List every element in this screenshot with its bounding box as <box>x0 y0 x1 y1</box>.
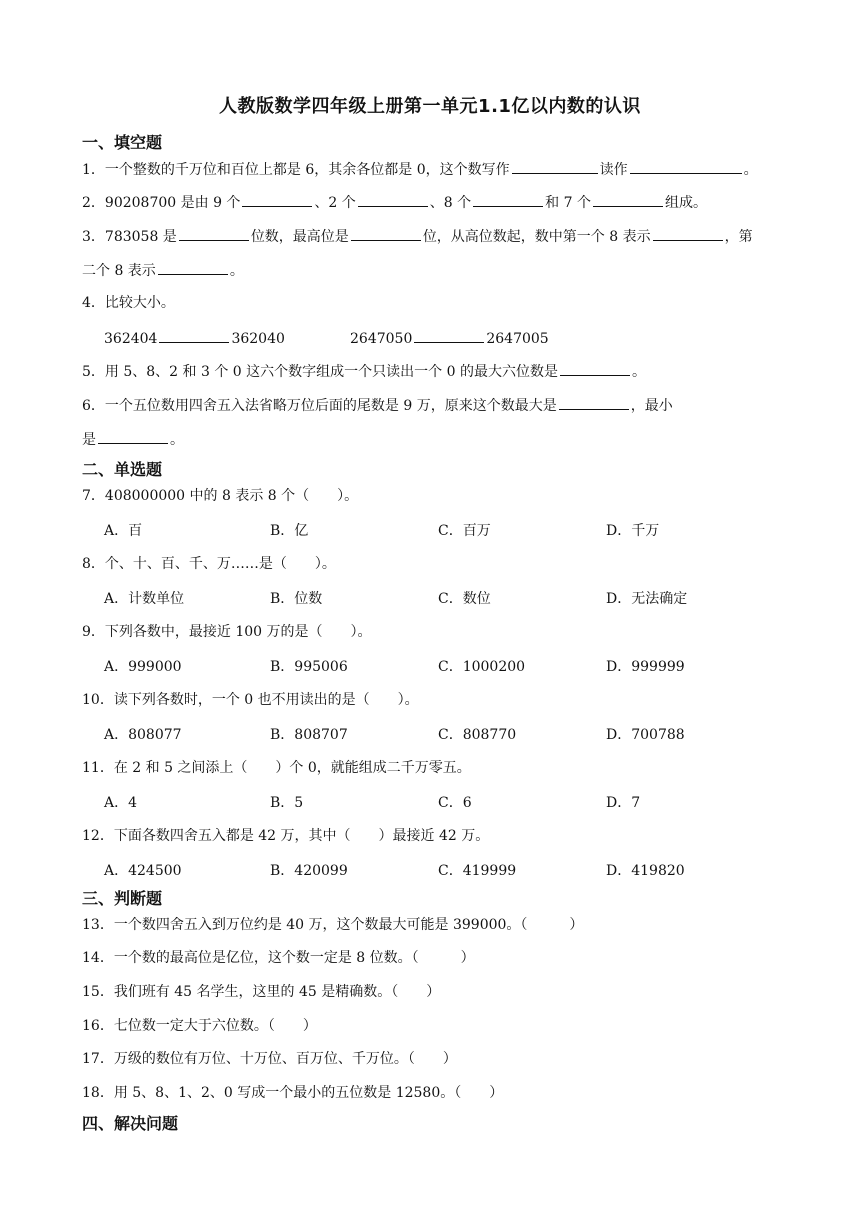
mc-option[interactable]: D．999999 <box>606 659 685 675</box>
question-5-text: 5．用 5、8、2 和 3 个 0 这六个数字组成一个只读出一个 0 的最大六位数是 <box>82 364 558 380</box>
question-2-text: 2．90208700 是由 9 个 <box>82 195 241 211</box>
answer-blank[interactable] <box>560 361 630 376</box>
mc-option[interactable]: A．4 <box>104 795 138 811</box>
tf-question: 14．一个数的最高位是亿位，这个数一定是 8 位数。（ ） <box>82 950 475 966</box>
mc-option[interactable]: C．808770 <box>438 727 517 743</box>
question-3-text-3: 位，从高位数起，数中第一个 8 表示 <box>422 229 651 245</box>
tf-question: 16．七位数一定大于六位数。（ ） <box>82 1018 317 1034</box>
answer-blank[interactable] <box>242 192 312 207</box>
mc-question: 11．在 2 和 5 之间添上（ ）个 0，就能组成二千万零五。 <box>82 760 471 776</box>
mc-question: 10．读下列各数时，一个 0 也不用读出的是（ ）。 <box>82 692 419 708</box>
compare-left-1: 362404 <box>104 331 158 347</box>
mc-option[interactable]: A．百 <box>104 523 143 539</box>
question-2 <box>82 192 707 213</box>
question-2-text-3: 、8 个 <box>429 195 472 211</box>
answer-blank[interactable] <box>414 328 484 343</box>
compare-right-2: 2647005 <box>486 331 549 347</box>
question-3-text-2: 位数，最高位是 <box>250 229 349 245</box>
mc-option[interactable]: D．700788 <box>606 727 685 743</box>
compare-pair-1 <box>104 328 285 347</box>
page-title: 人教版数学四年级上册第一单元1.1亿以内数的认识 <box>219 96 641 117</box>
tf-question: 13．一个数四舍五入到万位约是 40 万，这个数最大可能是 399000。（ ） <box>82 917 584 933</box>
section-fill-in: 一、填空题 <box>82 133 163 152</box>
tf-question: 15．我们班有 45 名学生，这里的 45 是精确数。（ ） <box>82 984 441 1000</box>
question-5 <box>82 361 646 382</box>
question-2-text-5: 组成。 <box>664 195 707 211</box>
mc-option[interactable]: C．1000200 <box>438 659 526 675</box>
mc-option[interactable]: A．计数单位 <box>104 591 185 607</box>
answer-blank[interactable] <box>159 328 229 343</box>
answer-blank[interactable] <box>559 395 629 410</box>
question-4: 4．比较大小。 <box>82 295 175 311</box>
compare-pair-2 <box>350 328 549 347</box>
question-3-text: 3．783058 是 <box>82 229 177 245</box>
question-6-continued <box>82 429 184 450</box>
question-1-text: 1．一个整数的千万位和百位上都是 6，其余各位都是 0，这个数写作 <box>82 162 510 178</box>
question-2-text-2: 、2 个 <box>314 195 356 211</box>
question-3 <box>82 226 753 247</box>
question-3-text-4: ，第 <box>724 229 753 245</box>
question-1-text-3: 。 <box>743 162 758 178</box>
mc-option[interactable]: A．424500 <box>104 863 182 879</box>
answer-blank[interactable] <box>473 192 543 207</box>
mc-option[interactable]: B．5 <box>270 795 304 811</box>
mc-question: 7．408000000 中的 8 表示 8 个（ ）。 <box>82 488 359 504</box>
question-6-text-4: 。 <box>170 432 184 448</box>
question-3-text-6: 。 <box>229 263 244 279</box>
mc-option[interactable]: D．千万 <box>606 523 660 539</box>
answer-blank[interactable] <box>653 226 723 241</box>
question-1 <box>82 159 758 180</box>
tf-question: 18．用 5、8、1、2、0 写成一个最小的五位数是 12580。（ ） <box>82 1085 504 1101</box>
answer-blank[interactable] <box>351 226 421 241</box>
mc-option[interactable]: C．419999 <box>438 863 517 879</box>
answer-blank[interactable] <box>179 226 249 241</box>
section-multiple-choice: 二、单选题 <box>82 460 163 479</box>
question-2-text-4: 和 7 个 <box>545 195 591 211</box>
mc-question: 8．个、十、百、千、万……是（ ）。 <box>82 556 336 572</box>
mc-option[interactable]: A．999000 <box>104 659 182 675</box>
question-1-text-2: 读作 <box>599 162 628 178</box>
mc-question: 9．下列各数中，最接近 100 万的是（ ）。 <box>82 624 372 640</box>
mc-option[interactable]: D．7 <box>606 795 641 811</box>
mc-option[interactable]: D．无法确定 <box>606 591 688 607</box>
question-6-text-2: ，最小 <box>630 398 673 414</box>
question-3-continued <box>82 260 244 281</box>
answer-blank[interactable] <box>98 429 168 444</box>
answer-blank[interactable] <box>512 159 598 174</box>
mc-option[interactable]: B．亿 <box>270 523 309 539</box>
mc-option[interactable]: B．位数 <box>270 591 323 607</box>
mc-option[interactable]: A．808077 <box>104 727 182 743</box>
question-6 <box>82 395 673 416</box>
tf-question: 17．万级的数位有万位、十万位、百万位、千万位。（ ） <box>82 1051 457 1067</box>
mc-option[interactable]: B．420099 <box>270 863 348 879</box>
section-true-false: 三、判断题 <box>82 889 163 908</box>
compare-left-2: 2647050 <box>350 331 413 347</box>
section-problem-solving: 四、解决问题 <box>82 1114 179 1133</box>
question-6-text: 6．一个五位数用四舍五入法省略万位后面的尾数是 9 万，原来这个数最大是 <box>82 398 557 414</box>
question-5-text-2: 。 <box>631 364 646 380</box>
answer-blank[interactable] <box>630 159 742 174</box>
compare-right-1: 362040 <box>231 331 285 347</box>
answer-blank[interactable] <box>358 192 428 207</box>
question-3-text-5: 二个 8 表示 <box>82 263 156 279</box>
answer-blank[interactable] <box>593 192 663 207</box>
mc-option[interactable]: C．百万 <box>438 523 491 539</box>
mc-option[interactable]: C．6 <box>438 795 472 811</box>
mc-option[interactable]: B．808707 <box>270 727 348 743</box>
mc-question: 12．下面各数四舍五入都是 42 万，其中（ ）最接近 42 万。 <box>82 828 490 844</box>
mc-option[interactable]: C．数位 <box>438 591 491 607</box>
question-6-text-3: 是 <box>82 432 96 448</box>
mc-option[interactable]: D．419820 <box>606 863 685 879</box>
mc-option[interactable]: B．995006 <box>270 659 348 675</box>
answer-blank[interactable] <box>158 260 228 275</box>
